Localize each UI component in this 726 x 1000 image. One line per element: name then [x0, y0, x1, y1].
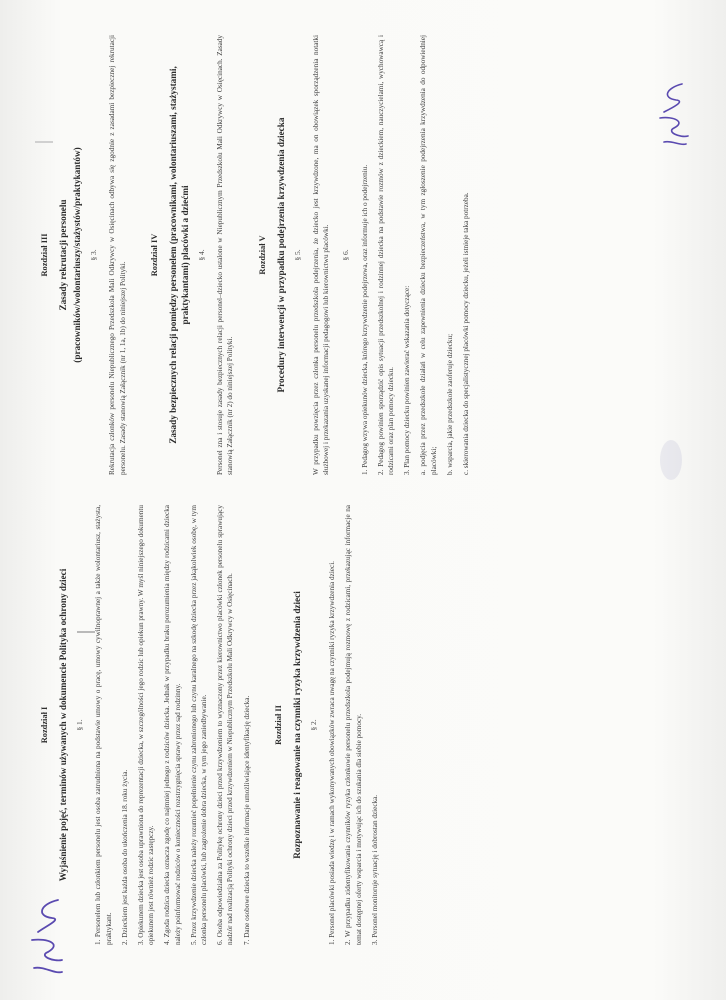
list-item: a. podjęcia przez przedszkole działań w celu zapewnienia dziecku bezpieczeństwa, w tym zgłoszenie podejrzenia krzywdzenia do odpowiedniej placówki;: [419, 35, 438, 475]
list-item: 6. Osoba odpowiedzialna za Politykę ochrony dzieci przed krzywdzeniem to wyznaczony przez kierownictwo placówki członek personelu sprawujący nadzór nad realizacją Polityki ochrony dzieci przed krzywdzeniem w Niepublicznym Przedszkolu Mali Odkrywcy w Osięcinach.: [216, 505, 235, 945]
chapter-2-heading: Rozdział II: [273, 705, 283, 745]
chapter-3-title: Zasady rekrutacji personelu: [58, 199, 69, 311]
chapter-4-title: Zasady bezpiecznych relacji pomiędzy personelem (pracownikami, wolontariuszami, stażystami, praktykantami) placówki a dziećmi: [168, 66, 191, 444]
chapter-1-title: Wyjaśnienie pojęć, terminów używanych w dokumencie Polityka ochrony dzieci: [58, 568, 69, 882]
section-3-mark: § 3.: [89, 249, 99, 261]
section-1-mark: § 1.: [75, 719, 85, 731]
right-column: [40, 35, 700, 475]
chapter-3-heading: Rozdział III: [40, 233, 49, 277]
list-item: c. skierowania dziecka do specjalistycznej placówki pomocy dziecku, jeżeli istnieje taka potrzeba.: [462, 192, 471, 475]
section-4-mark: § 4.: [197, 249, 207, 261]
chapter-5-title: Procedury interwencji w przypadku podejrzenia krzywdzenia dziecka: [275, 117, 286, 393]
paragraph: Personel zna i stosuje zasady bezpiecznych relacji personel–dziecko ustalone w Niepublicznym Przedszkolu Mali Odkrywcy w Osięcinach. Zasady stanowią Załącznik (nr 2) do niniejszej Polityki.: [216, 35, 235, 475]
chapter-1-heading: Rozdział I: [40, 706, 49, 744]
chapter-3-subtitle: (pracowników/wolontariuszy/stażystów/praktykantów): [72, 147, 83, 363]
left-column: [40, 505, 700, 945]
list-item: 3. Personel monitoruje sytuację i dobrostan dziecka.: [370, 794, 379, 945]
chapter-4-heading: Rozdział IV: [149, 233, 159, 277]
list-item: 1. Personelem lub członkiem personelu jest osoba zatrudniona na podstawie umowy o pracę, umowy cywilnoprawnej a także wolontariusz, stażysta, praktykant.: [94, 505, 113, 945]
paragraph: W przypadku powzięcia przez członka personelu przedszkola podejrzenia, że dziecko jest krzywdzone, ma on obowiązek sporządzenia notatki służbowej i przekazania uzyskanej informacji pedagogowi lub kierownictwu placówki.: [312, 35, 331, 475]
list-item: 7. Dane osobowe dziecka to wszelkie informacje umożliwiające identyfikację dziecka.: [242, 695, 251, 945]
handwritten-initials-bottom: [22, 892, 74, 984]
list-item: 1. Personel placówki posiada wiedzę i w ramach wykonywanych obowiązków zwraca uwagę na czynniki ryzyka krzywdzenia dzieci.: [328, 561, 337, 945]
section-2-mark: § 2.: [309, 719, 319, 731]
list-item: 4. Zgoda rodzica dziecka oznacza zgodę co najmniej jednego z rodziców dziecka. Jednak w przypadku braku porozumienia między rodzicami dziecka należy poinformować rodziców o konieczności rozstrzygnięcia sprawy przez sąd rodzinny.: [163, 505, 182, 945]
pen-mark: [35, 135, 53, 143]
list-item: b. wsparcia, jakie przedszkole zaoferuje dziecku;: [445, 333, 454, 475]
chapter-2-title: Rozpoznawanie i reagowanie na czynniki ryzyka krzywdzenia dzieci: [292, 591, 303, 859]
faint-stamp: [660, 440, 682, 480]
section-6-mark: § 6.: [341, 249, 351, 261]
list-item: 2. Dzieckiem jest każda osoba do ukończenia 18. roku życia.: [120, 769, 129, 945]
paragraph: Rekrutacja członków personelu Niepublicznego Przedszkola Mali Odkrywcy w Osięcinach odbywa się zgodnie z zasadami bezpiecznej rekrutacji personelu. Zasady stanowią Załącznik (nr 1, 1a, 1b) do niniejszej Polityki.: [108, 35, 127, 475]
list-item: 2. W przypadku zidentyfikowania czynników ryzyka członkowie personelu przedszkola podejmują rozmowę z rodzicami, przekazując informacje na temat dostępnej oferty wsparcia i motywując ich do szukania dla siebie pomocy.: [344, 505, 363, 945]
list-item: 2. Pedagog powinien sporządzić opis sytuacji przedszkolnej i rodzinnej dziecka na podstawie rozmów z dzieckiem, nauczycielami, wychowawcą i rodzicami oraz plan pomocy dziecku.: [376, 35, 396, 475]
list-item: 5. Przez krzywdzenie dziecka należy rozumieć popełnienie czynu zabronionego lub czynu karalnego na szkodę dziecka przez jakąkolwiek osobę, w tym członka personelu placówki, lub zagrożenie dobra dziecka, w tym jego zaniedbywanie.: [189, 505, 209, 945]
list-item: 1. Pedagog wzywa opiekunów dziecka, którego krzywdzenie podejrzewa, oraz informuje ich o podejrzeniu.: [360, 164, 369, 475]
handwritten-initials-top: [652, 78, 698, 152]
list-item: 3. Plan pomocy dziecku powinien zawierać wskazania dotyczące:: [403, 285, 412, 475]
section-5-mark: § 5.: [292, 249, 302, 261]
chapter-5-heading: Rozdział V: [257, 235, 267, 275]
pen-mark: [77, 625, 95, 633]
list-item: 3. Opiekunem dziecka jest osoba uprawniona do reprezentacji dziecka, w szczególności jego rodzic lub opiekun prawny. W myśl niniejszego dokumentu opiekunem jest również rodzic zastępczy.: [137, 505, 156, 945]
